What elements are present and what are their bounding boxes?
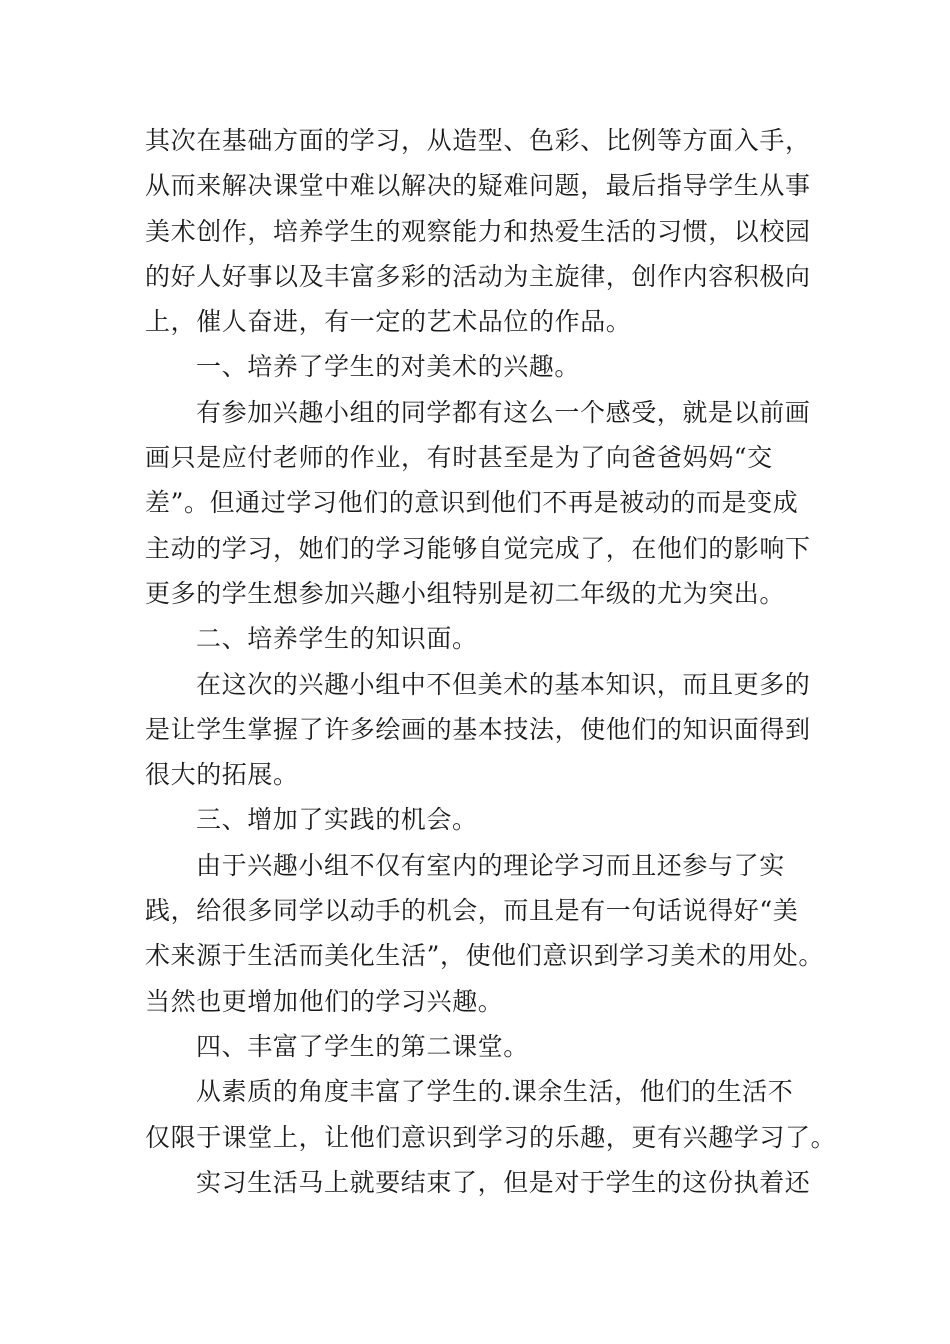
text-line: 主动的学习，她们的学习能够自觉完成了，在他们的影响下 — [145, 533, 811, 563]
section-heading: 二、培养学生的知识面。 — [196, 624, 478, 654]
text-line: 更多的学生想参加兴趣小组特别是初二年级的尤为突出。 — [145, 578, 786, 608]
text-line: 在这次的兴趣小组中不但美术的基本知识，而且更多的 — [196, 669, 811, 699]
text-line: 是让学生掌握了许多绘画的基本技法，使他们的知识面得到 — [145, 714, 811, 744]
text-line: 画只是应付老师的作业，有时甚至是为了向爸爸妈妈“交 — [145, 443, 773, 473]
text-line: 仅限于课堂上，让他们意识到学习的乐趣，更有兴趣学习了。 — [145, 1122, 837, 1152]
text-line: 其次在基础方面的学习，从造型、色彩、比例等方面入手， — [145, 126, 811, 155]
section-heading: 一、培养了学生的对美术的兴趣。 — [196, 352, 581, 382]
text-line: 从素质的角度丰富了学生的.课余生活，他们的生活不 — [196, 1077, 794, 1107]
text-line: 从而来解决课堂中难以解决的疑难问题，最后指导学生从事 — [145, 171, 811, 201]
text-line: 上，催人奋进，有一定的艺术品位的作品。 — [145, 307, 632, 337]
text-line: 有参加兴趣小组的同学都有这么一个感受，就是以前画 — [196, 397, 811, 427]
section-heading: 三、增加了实践的机会。 — [196, 805, 478, 835]
text-line: 美术创作，培养学生的观察能力和热爱生活的习惯，以校园 — [145, 216, 811, 246]
text-line: 由于兴趣小组不仅有室内的理论学习而且还参与了实 — [196, 850, 785, 880]
body-text — [145, 118, 837, 1205]
text-line: 践，给很多同学以动手的机会，而且是有一句话说得好“美 — [145, 896, 799, 926]
text-line: 实习生活马上就要结束了，但是对于学生的这份执着还 — [196, 1167, 811, 1197]
text-line: 很大的拓展。 — [145, 760, 299, 790]
text-line: 术来源于生活而美化生活”，使他们意识到学习美术的用处。 — [145, 941, 824, 971]
text-line: 的好人好事以及丰富多彩的活动为主旋律，创作内容积极向 — [145, 261, 811, 291]
text-line: 当然也更增加他们的学习兴趣。 — [145, 986, 504, 1016]
text-line: 差”。但通过学习他们的意识到他们不再是被动的而是变成 — [145, 488, 799, 518]
section-heading: 四、丰富了学生的第二课堂。 — [196, 1031, 529, 1061]
